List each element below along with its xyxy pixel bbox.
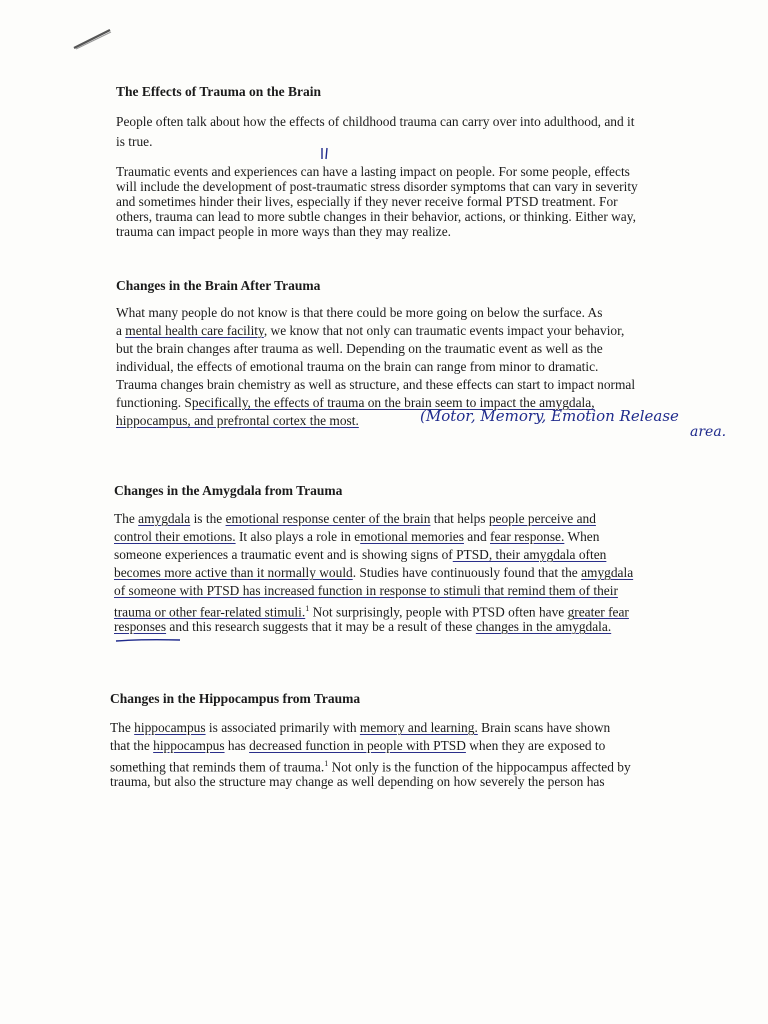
underlined-phrase: emotional response center of the brain xyxy=(225,511,431,526)
text-line xyxy=(114,582,618,599)
pen-underline-mark xyxy=(114,636,184,644)
text-line: What many people do not know is that there could be more going on below the surface. As xyxy=(116,305,603,320)
pen-tick-mark xyxy=(318,146,332,162)
text-line: individual, the effects of emotional trauma on the brain can range from minor to dramatic. xyxy=(116,359,599,374)
text-line: something that reminds them of trauma.$^1$ Not only is the function of the hippocampus affected by xyxy=(110,759,631,775)
pen-stroke-mark xyxy=(70,26,114,52)
underlined-phrase: greater fear xyxy=(567,604,629,620)
footnote-marker: 1 xyxy=(305,604,310,613)
text-line: control their emotions. It also plays a role in emotional memories and fear response. When xyxy=(114,529,600,544)
text-line: The hippocampus is associated primarily with memory and learning. Brain scans have shown xyxy=(110,720,611,735)
text-line xyxy=(116,412,359,429)
underlined-phrase: trauma or other fear-related stimuli. xyxy=(114,604,306,620)
text-line: and sometimes hinder their lives, especially if they never receive formal PTSD treatment. For xyxy=(116,194,618,209)
underlined-phrase: of someone with PTSD has increased function in response to stimuli that remind them of their xyxy=(114,583,618,598)
text-line: functioning. Specifically, the effects of trauma on the brain seem to impact the amygdala, xyxy=(116,395,595,410)
underlined-phrase: hippocampus xyxy=(134,720,206,735)
handwritten-note: (Motor, Memory, Emotion Release xyxy=(420,407,679,425)
link-mental-health-facility[interactable]: mental health care facility xyxy=(125,323,264,338)
text-line: People often talk about how the effects of childhood trauma can carry over into adulthood, and it xyxy=(116,114,635,129)
underlined-phrase: motional memories xyxy=(360,529,464,544)
underlined-phrase: amygdala xyxy=(581,565,634,580)
text-line: responses and this research suggests that it may be a result of these changes in the amygdala. xyxy=(114,619,612,634)
text-line: trauma, but also the structure may change as well depending on how severely the person has xyxy=(110,774,605,789)
heading-brain-changes: Changes in the Brain After Trauma xyxy=(116,278,321,293)
underlined-phrase: PTSD, their amygdala often xyxy=(452,547,607,562)
text-line: will include the development of post-traumatic stress disorder symptoms that can vary in severity xyxy=(116,179,638,194)
underlined-phrase: changes in the amygdala. xyxy=(475,619,612,634)
underlined-phrase: responses xyxy=(114,619,167,634)
underlined-phrase: people perceive and xyxy=(488,511,596,526)
heading-hippocampus: Changes in the Hippocampus from Trauma xyxy=(110,691,361,706)
heading-effects-of-trauma: The Effects of Trauma on the Brain xyxy=(116,84,321,99)
underlined-phrase: becomes more active than it normally would xyxy=(114,565,353,580)
text-line: someone experiences a traumatic event and is showing signs of PTSD, their amygdala often xyxy=(114,547,607,562)
heading-amygdala: Changes in the Amygdala from Trauma xyxy=(114,483,343,498)
footnote-marker: 1 xyxy=(324,759,329,768)
text-line: trauma or other fear-related stimuli.$^1$ Not surprisingly, people with PTSD often have greater fear xyxy=(114,604,629,620)
text-line: Trauma changes brain chemistry as well as structure, and these effects can start to impact normal xyxy=(116,377,636,392)
underlined-phrase: amygdala xyxy=(138,511,191,526)
text-line: but the brain changes after trauma as well. Depending on the traumatic event as well as the xyxy=(116,341,603,356)
underlined-phrase: decreased function in people with PTSD xyxy=(249,738,466,753)
underlined-phrase: hippocampus, and prefrontal cortex the most. xyxy=(116,413,359,428)
text-line: The amygdala is the emotional response center of the brain that helps people perceive and xyxy=(114,511,596,526)
handwritten-note: area. xyxy=(690,424,727,440)
underlined-phrase: fear response. xyxy=(489,529,565,544)
text-line: that the hippocampus has decreased function in people with PTSD when they are exposed to xyxy=(110,738,606,753)
text-line: others, trauma can lead to more subtle changes in their behavior, actions, or thinking. Either way, xyxy=(116,209,636,224)
underlined-phrase: control their emotions. xyxy=(114,529,236,544)
text-line: is true. xyxy=(116,134,153,149)
text-line: becomes more active than it normally would. Studies have continuously found that the amygdala xyxy=(114,565,634,580)
text-line: Traumatic events and experiences can have a lasting impact on people. For some people, effects xyxy=(116,164,630,179)
underlined-phrase: hippocampus xyxy=(153,738,225,753)
underlined-phrase: pecifically, the effects of trauma on the brain seem to impact the amygdala, xyxy=(191,395,595,410)
underlined-phrase: memory and learning. xyxy=(359,720,478,735)
text-line: a mental health care facility, we know that not only can traumatic events impact your behavior, xyxy=(116,323,625,338)
text-line: trauma can impact people in more ways than they may realize. xyxy=(116,224,452,239)
